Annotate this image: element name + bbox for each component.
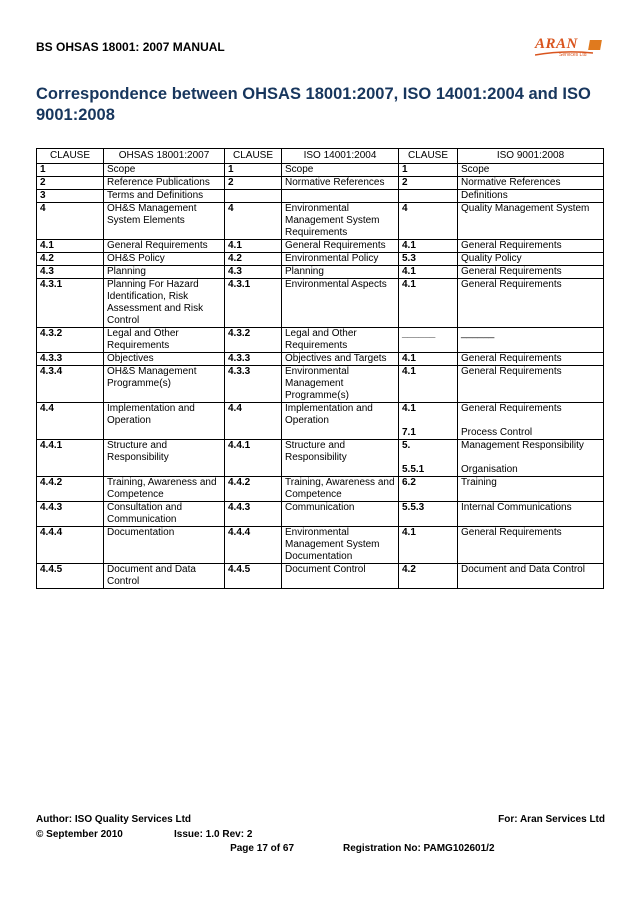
aran-logo (535, 36, 605, 66)
iso9001-title-cell-line: General Requirements (461, 366, 562, 377)
iso14001-title-cell: Implementation and Operation (282, 403, 399, 440)
ohsas-clause-cell: 4.4.4 (37, 527, 104, 564)
iso9001-title-cell-line: Management Responsibility (461, 440, 584, 451)
ohsas-clause-cell: 2 (37, 177, 104, 190)
iso9001-clause-cell (399, 502, 458, 527)
iso9001-clause-cell (399, 527, 458, 564)
ohsas-title-cell: Planning (104, 266, 225, 279)
iso9001-title-cell-line: Quality Policy (461, 253, 522, 264)
iso9001-clause-cell (399, 403, 458, 440)
iso9001-title-cell-line: Document and Data Control (461, 564, 585, 575)
iso9001-clause-cell (399, 440, 458, 477)
iso14001-clause-cell: 4.4.5 (225, 564, 282, 589)
ohsas-title-cell: OH&S Management Programme(s) (104, 366, 225, 403)
iso9001-clause-cell (399, 164, 458, 177)
iso14001-clause-cell: 4.3.3 (225, 366, 282, 403)
iso14001-title-cell: Structure and Responsibility (282, 440, 399, 477)
ohsas-title-cell: OH&S Policy (104, 253, 225, 266)
iso14001-clause-cell: 4.2 (225, 253, 282, 266)
footer-author: Author: ISO Quality Services Ltd (36, 814, 192, 825)
iso9001-clause-cell (399, 564, 458, 589)
iso14001-title-cell: Normative References (282, 177, 399, 190)
document-header-title: BS OHSAS 18001: 2007 MANUAL (36, 40, 225, 54)
iso9001-title-cell (458, 353, 604, 366)
footer-registration: Registration No: PAMG102601/2 (343, 843, 495, 854)
ohsas-title-cell: Consultation and Communication (104, 502, 225, 527)
table-row (37, 328, 604, 353)
iso9001-clause-cell-line: 6.2 (402, 477, 416, 488)
iso9001-clause-cell-line: 1 (402, 164, 408, 175)
iso9001-title-cell-line: General Requirements (461, 279, 562, 290)
table-row (37, 403, 604, 440)
iso14001-title-cell: Objectives and Targets (282, 353, 399, 366)
iso9001-clause-cell-line: 5.3 (402, 253, 416, 264)
table-row (37, 502, 604, 527)
column-header: CLAUSE (37, 149, 104, 164)
iso9001-clause-cell-line: 4.1 (402, 279, 416, 290)
ohsas-clause-cell: 4.4 (37, 403, 104, 440)
iso9001-clause-cell (399, 366, 458, 403)
iso9001-title-cell (458, 366, 604, 403)
iso9001-title-cell-line: Organisation (461, 464, 518, 475)
iso9001-title-cell (458, 240, 604, 253)
logo-subtitle: Services Ltd (559, 52, 587, 58)
iso9001-title-cell-line: Scope (461, 164, 490, 175)
iso9001-clause-cell-line: 5. (402, 440, 411, 451)
ohsas-title-cell: Planning For Hazard Identification, Risk Assessment and Risk Control (104, 279, 225, 328)
ohsas-clause-cell: 4.3.1 (37, 279, 104, 328)
iso14001-clause-cell: 4 (225, 203, 282, 240)
iso9001-title-cell (458, 279, 604, 328)
table-row (37, 353, 604, 366)
ohsas-clause-cell: 4.3.3 (37, 353, 104, 366)
table-header-row (37, 149, 604, 164)
table-row (37, 440, 604, 477)
iso14001-title-cell: Environmental Aspects (282, 279, 399, 328)
iso9001-clause-cell (399, 266, 458, 279)
footer-issue: Issue: 1.0 Rev: 2 (174, 829, 253, 840)
iso9001-title-cell (458, 177, 604, 190)
iso9001-clause-cell-line: 4.1 (402, 240, 416, 251)
iso9001-title-cell (458, 164, 604, 177)
table-row (37, 564, 604, 589)
iso9001-clause-cell-line: 4.1 (402, 266, 416, 277)
iso9001-clause-cell-line: 7.1 (402, 427, 416, 438)
iso9001-clause-cell-line: 4.2 (402, 564, 416, 575)
iso14001-title-cell: Planning (282, 266, 399, 279)
iso14001-clause-cell: 4.3.3 (225, 353, 282, 366)
ohsas-clause-cell: 4.4.1 (37, 440, 104, 477)
column-header: CLAUSE (225, 149, 282, 164)
iso9001-clause-cell-line: 4.1 (402, 353, 416, 364)
iso9001-clause-cell-line: 5.5.3 (402, 502, 425, 513)
iso9001-title-cell-line: Normative References (461, 177, 561, 188)
iso9001-clause-cell-line: 4.1 (402, 366, 416, 377)
iso9001-clause-cell-line: 4.1 (402, 527, 416, 538)
ohsas-clause-cell: 4.3.2 (37, 328, 104, 353)
iso9001-title-cell-line: General Requirements (461, 266, 562, 277)
iso14001-title-cell: General Requirements (282, 240, 399, 253)
ohsas-title-cell: Training, Awareness and Competence (104, 477, 225, 502)
table-body (37, 164, 604, 589)
iso14001-clause-cell: 4.4.2 (225, 477, 282, 502)
iso14001-clause-cell (225, 190, 282, 203)
ohsas-clause-cell: 4.1 (37, 240, 104, 253)
iso14001-clause-cell: 4.4.4 (225, 527, 282, 564)
table-row (37, 190, 604, 203)
table-row (37, 164, 604, 177)
table-row (37, 366, 604, 403)
iso9001-title-cell (458, 477, 604, 502)
page-heading: Correspondence between OHSAS 18001:2007, ISO 14001:2004 and ISO 9001:2008 (36, 85, 591, 124)
column-header: ISO 9001:2008 (458, 149, 604, 164)
iso9001-title-cell (458, 190, 604, 203)
iso9001-clause-cell-line: 5.5.1 (402, 464, 425, 475)
ohsas-title-cell: Implementation and Operation (104, 403, 225, 440)
column-header: CLAUSE (399, 149, 458, 164)
ohsas-title-cell: Scope (104, 164, 225, 177)
table-row (37, 240, 604, 253)
iso9001-title-cell (458, 328, 604, 353)
iso9001-title-cell-line: Quality Management System (461, 203, 590, 214)
table-row (37, 477, 604, 502)
iso9001-clause-cell (399, 190, 458, 203)
table-row (37, 203, 604, 240)
iso9001-clause-cell (399, 203, 458, 240)
ohsas-clause-cell: 4.4.3 (37, 502, 104, 527)
iso9001-title-cell-line: General Requirements (461, 240, 562, 251)
ohsas-clause-cell: 4.2 (37, 253, 104, 266)
iso14001-title-cell: Scope (282, 164, 399, 177)
iso14001-title-cell: Communication (282, 502, 399, 527)
ohsas-title-cell: Objectives (104, 353, 225, 366)
iso9001-title-cell-line: Training (461, 477, 497, 488)
iso9001-title-cell-line: ______ (461, 328, 495, 339)
iso14001-title-cell: Environmental Management System Requirements (282, 203, 399, 240)
iso9001-title-cell-line: General Requirements (461, 403, 562, 414)
footer-page-number: Page 17 of 67 (230, 843, 294, 854)
iso9001-clause-cell (399, 353, 458, 366)
iso14001-title-cell: Document Control (282, 564, 399, 589)
logo-box-icon (588, 40, 602, 50)
iso9001-title-cell-line: General Requirements (461, 527, 562, 538)
ohsas-title-cell: Reference Publications (104, 177, 225, 190)
footer-copyright: © September 2010 (36, 829, 123, 840)
logo-wordmark: ARAN (535, 36, 578, 52)
iso9001-title-cell (458, 564, 604, 589)
iso14001-clause-cell: 1 (225, 164, 282, 177)
ohsas-clause-cell: 4.4.2 (37, 477, 104, 502)
ohsas-title-cell: Document and Data Control (104, 564, 225, 589)
iso14001-clause-cell: 4.3.2 (225, 328, 282, 353)
iso9001-clause-cell-line: 4.1 (402, 403, 416, 414)
iso14001-clause-cell: 4.4.1 (225, 440, 282, 477)
iso9001-title-cell (458, 403, 604, 440)
iso14001-clause-cell: 4.3 (225, 266, 282, 279)
ohsas-title-cell: Documentation (104, 527, 225, 564)
iso9001-title-cell (458, 203, 604, 240)
iso9001-title-cell-line: General Requirements (461, 353, 562, 364)
table-row (37, 253, 604, 266)
ohsas-clause-cell: 4.3 (37, 266, 104, 279)
column-header: ISO 14001:2004 (282, 149, 399, 164)
iso9001-clause-cell (399, 253, 458, 266)
iso9001-clause-cell-line: 4 (402, 203, 408, 214)
ohsas-clause-cell: 4.3.4 (37, 366, 104, 403)
iso14001-title-cell: Training, Awareness and Competence (282, 477, 399, 502)
iso14001-clause-cell: 4.1 (225, 240, 282, 253)
iso9001-clause-cell-line: 2 (402, 177, 408, 188)
ohsas-title-cell: Legal and Other Requirements (104, 328, 225, 353)
ohsas-title-cell: Terms and Definitions (104, 190, 225, 203)
iso14001-title-cell: Environmental Management System Documentation (282, 527, 399, 564)
iso9001-title-cell (458, 527, 604, 564)
iso9001-clause-cell (399, 240, 458, 253)
ohsas-clause-cell: 1 (37, 164, 104, 177)
iso9001-clause-cell (399, 328, 458, 353)
iso14001-title-cell: Environmental Policy (282, 253, 399, 266)
ohsas-clause-cell: 4.4.5 (37, 564, 104, 589)
iso9001-clause-cell (399, 177, 458, 190)
iso14001-title-cell: Environmental Management Programme(s) (282, 366, 399, 403)
iso9001-title-cell (458, 502, 604, 527)
iso9001-title-cell-line: Internal Communications (461, 502, 572, 513)
ohsas-clause-cell: 4 (37, 203, 104, 240)
ohsas-clause-cell: 3 (37, 190, 104, 203)
table-row (37, 177, 604, 190)
iso14001-title-cell: Legal and Other Requirements (282, 328, 399, 353)
column-header: OHSAS 18001:2007 (104, 149, 225, 164)
correspondence-table (36, 148, 604, 589)
iso14001-clause-cell: 4.3.1 (225, 279, 282, 328)
iso9001-title-cell (458, 266, 604, 279)
iso14001-title-cell (282, 190, 399, 203)
iso9001-clause-cell-line: ______ (402, 328, 436, 339)
ohsas-title-cell: OH&S Management System Elements (104, 203, 225, 240)
iso9001-clause-cell (399, 477, 458, 502)
table-row (37, 279, 604, 328)
footer-client: For: Aran Services Ltd (498, 814, 605, 825)
table-row (37, 527, 604, 564)
iso9001-clause-cell (399, 279, 458, 328)
iso9001-title-cell (458, 440, 604, 477)
table-row (37, 266, 604, 279)
iso9001-title-cell (458, 253, 604, 266)
iso9001-title-cell-line: Process Control (461, 427, 533, 438)
iso14001-clause-cell: 4.4.3 (225, 502, 282, 527)
iso14001-clause-cell: 2 (225, 177, 282, 190)
ohsas-title-cell: General Requirements (104, 240, 225, 253)
iso9001-title-cell-line: Definitions (461, 190, 508, 201)
iso14001-clause-cell: 4.4 (225, 403, 282, 440)
ohsas-title-cell: Structure and Responsibility (104, 440, 225, 477)
